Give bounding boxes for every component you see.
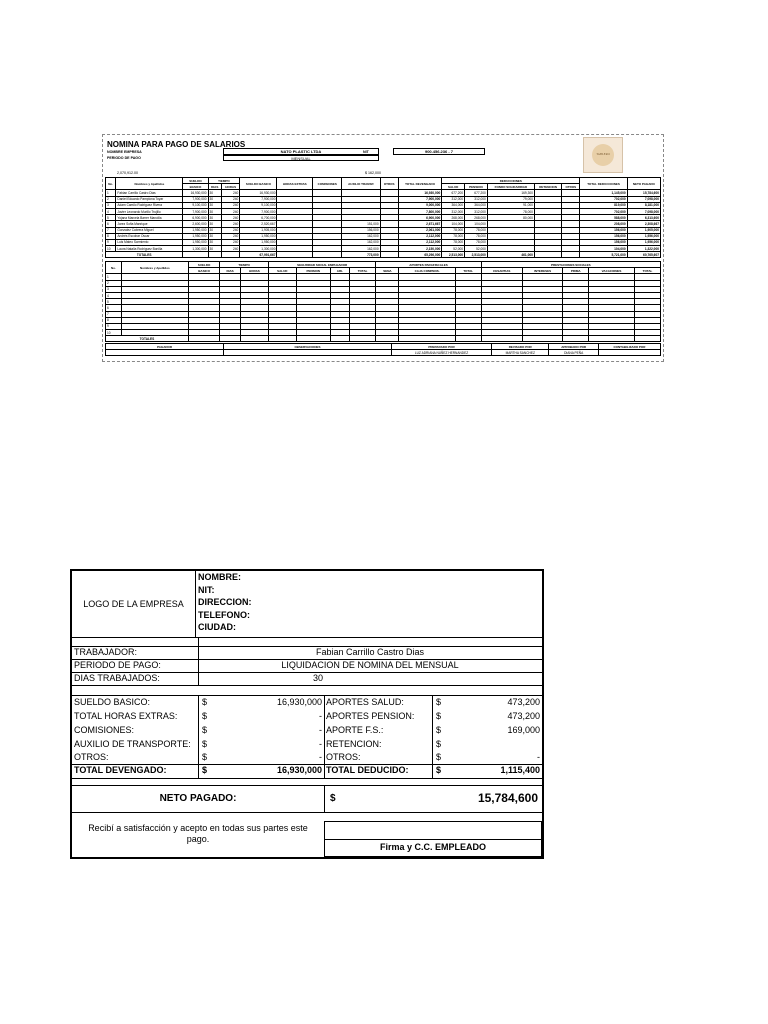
cell-dev: 16,930,000: [398, 190, 442, 196]
aporte-salud-value: 473,200: [507, 697, 540, 707]
cell-name: Yojana Marcela Barrer Mancilla: [116, 215, 183, 221]
otros-ded-label: OTROS:: [326, 752, 361, 762]
col-neto: NETO PAGADO: [627, 178, 660, 190]
col-aportes: APORTES PARAFISCALES: [376, 262, 481, 268]
cell-name: Andrés Escobar Oscar: [116, 233, 183, 239]
cell-horas: 240: [222, 233, 240, 239]
cell-basico: 1,300,000: [183, 246, 208, 252]
salud-currency: $: [436, 697, 442, 707]
cell-pension: 78,000: [465, 239, 488, 245]
horas-extras-label: TOTAL HORAS EXTRAS:: [74, 711, 178, 721]
cell-pension: 104,000: [465, 221, 488, 227]
firma-aprobado: APROBADO POR: [549, 344, 598, 350]
aporte-fs-label: APORTE F.S.:: [326, 725, 384, 735]
cell-neto: 6,313,600: [627, 215, 660, 221]
comisiones-label: COMISIONES:: [74, 725, 135, 735]
col-otros: OTROS: [380, 178, 398, 190]
cell-name: Gonzalez Cabrera Miguel: [116, 227, 183, 233]
total-neto: 60,765,607: [627, 252, 660, 258]
cell-name: Daniel Eduardo Pamplona Toyar: [116, 196, 183, 202]
cell-horas: 240: [222, 196, 240, 202]
retencion-label: RETENCION:: [326, 739, 382, 749]
totales-label: TOTALES: [106, 252, 183, 258]
total-deducido-label: TOTAL DEDUCIDO:: [326, 765, 409, 775]
cell-sb: 7,900,000: [240, 208, 277, 214]
cell-aux: 156,000: [342, 227, 380, 233]
nit-value: 900.456.236 - 7: [393, 148, 485, 155]
col-b-prima: PRIMA: [563, 268, 589, 274]
otros-dev-currency: $: [202, 752, 208, 762]
col-horas: HORAS: [222, 184, 240, 190]
cell-aux: 162,000: [342, 233, 380, 239]
auxilio-currency: $: [202, 739, 208, 749]
cell-basico: 2,600,000: [183, 221, 208, 227]
col-pension: PENSION: [465, 184, 488, 190]
cell-dias: 30: [208, 196, 221, 202]
cell-horas: 240: [222, 215, 240, 221]
cell-ded: 208,000: [580, 221, 627, 227]
otros-ded-value: -: [537, 752, 540, 762]
cell-ded: 1,145,000: [580, 190, 627, 196]
cell-basico: 1,950,000: [183, 239, 208, 245]
cell-name: Javier Leonardo Murillo Trujillo: [116, 208, 183, 214]
nit-label: NIT: [363, 150, 369, 154]
col-b-total2: TOTAL: [455, 268, 481, 274]
col-b-caja: CAJA COMPENS.: [399, 268, 455, 274]
col-b-total: TOTAL: [349, 268, 376, 274]
cell-ded: 702,000: [580, 196, 627, 202]
cell-aux: 162,000: [342, 239, 380, 245]
retencion-currency: $: [436, 739, 442, 749]
periodo-pago-value: LIQUIDACION DE NOMINA DEL MENSUAL: [281, 660, 459, 670]
cell-basico: 7,900,000: [183, 208, 208, 214]
cell-salud: 104,000: [442, 221, 465, 227]
cell-basico: 16,930,000: [183, 190, 208, 196]
neto-pagado-value: 15,784,600: [477, 791, 538, 805]
cell-n: 8: [106, 233, 116, 239]
auxilio-transporte-value: -: [319, 739, 322, 749]
col-horas-extras: HORAS EXTRAS: [277, 178, 313, 190]
cell-dev: 2,112,000: [398, 233, 442, 239]
cell-dev: 7,900,000: [398, 196, 442, 202]
cell-salud: 78,000: [442, 233, 465, 239]
company-logo: [583, 137, 623, 173]
total-pension: 2,513,000: [465, 252, 488, 258]
col-prestaciones: PRESTACIONES SOCIALES: [481, 262, 660, 268]
col-salud: SALUD: [442, 184, 465, 190]
cell-n: 3: [106, 286, 122, 292]
trabajador-label: TRABAJADOR:: [74, 647, 138, 657]
cell-salud: 268,000: [442, 215, 465, 221]
cell-n: 8: [106, 317, 122, 323]
cell-salud: 364,000: [442, 202, 465, 208]
cell-salud: 677,200: [442, 190, 465, 196]
recibi-text: Recibí a satisfacción y acepto en todas sus partes este pago.: [88, 823, 308, 844]
total-dev-currency: $: [202, 765, 208, 775]
cell-pension: 364,000: [465, 202, 488, 208]
totales-label-2: TOTALES: [106, 336, 189, 342]
cell-pension: 78,000: [465, 233, 488, 239]
cell-neto: 2,308,667: [627, 221, 660, 227]
total-ded-currency: $: [436, 765, 442, 775]
extras-currency: $: [202, 711, 208, 721]
firma-contabilizado: CONTABILIZADO POR: [598, 344, 660, 350]
total-deducido-value: 1,115,400: [500, 765, 540, 775]
cell-sb: 6,700,000: [240, 215, 277, 221]
cell-n: 5: [106, 299, 122, 305]
col-retencion: RETENCION: [534, 184, 561, 190]
col-auxilio: AUXILIO TRANSP.: [342, 178, 380, 190]
cell-pension: 268,000: [465, 215, 488, 221]
col-comisiones: COMISIONES: [313, 178, 342, 190]
cell-name: Luis Mateo Sarmiento: [116, 239, 183, 245]
col-tiempo-2: TIEMPO: [220, 262, 269, 268]
col-b-sena: SENA: [376, 268, 399, 274]
sueldo-basico-label: SUELDO BASICO:: [74, 697, 151, 707]
col-sueldo-2: SUELDO: [188, 262, 219, 268]
cell-dev: 2,112,000: [398, 239, 442, 245]
payslip-logo: LOGO DE LA EMPRESA: [72, 571, 196, 637]
cell-n: 2: [106, 280, 122, 286]
cell-sb: 9,100,000: [240, 202, 277, 208]
cell-dias: 30: [208, 202, 221, 208]
cell-dias: 30: [208, 233, 221, 239]
col-sueldo-basico: SUELDO BASICO: [240, 178, 277, 190]
company-ciudad-label: CIUDAD:: [198, 622, 236, 632]
cell-n: 4: [106, 208, 116, 214]
cell-sb: 1,950,000: [240, 233, 277, 239]
neto-pagado-label: NETO PAGADO:: [159, 793, 237, 804]
cell-n: 6: [106, 305, 122, 311]
cell-n: 9: [106, 239, 116, 245]
auxilio-transporte-label: AUXILIO DE TRANSPORTE:: [74, 739, 191, 749]
cell-horas: 240: [222, 227, 240, 233]
cell-dev: 6,900,000: [398, 215, 442, 221]
cell-neto: 1,956,000: [627, 239, 660, 245]
col-no: No.: [106, 178, 116, 190]
cell-fondo: 78,000: [487, 208, 534, 214]
periodo-value: MENSUAL: [223, 155, 379, 161]
cell-salud: 312,000: [442, 208, 465, 214]
cell-name: Fabian Carrillo Castro Dias: [116, 190, 183, 196]
cell-sb: 1,950,000: [240, 239, 277, 245]
col-b-vacaciones: VACACIONES: [588, 268, 634, 274]
cell-dev: 2,061,000: [398, 227, 442, 233]
cell-salud: 312,000: [442, 196, 465, 202]
cell-n: 3: [106, 202, 116, 208]
cell-horas: 240: [222, 221, 240, 227]
aporte-salud-label: APORTES SALUD:: [326, 697, 404, 707]
cell-n: 7: [106, 311, 122, 317]
periodo-label: PERIODO DE PAGO: [107, 156, 141, 160]
otros-ded-currency: $: [436, 752, 442, 762]
cell-dev: 2,671,667: [398, 221, 442, 227]
col-dias: DIAS: [208, 184, 221, 190]
col-basico-2: BASICO: [188, 268, 219, 274]
cell-neto: 8,181,000: [627, 202, 660, 208]
col-fondo: FONDO SOLIDARIDAD: [487, 184, 534, 190]
dias-trabajados-label: DIAS TRABAJADOS:: [74, 673, 160, 683]
firma-aprobado-name: DIANA PEÑA: [549, 350, 598, 356]
cell-neto: 15,784,600: [627, 190, 660, 196]
cell-n: 1: [106, 274, 122, 280]
total-deducciones: 5,721,000: [580, 252, 627, 258]
cell-neto: 7,098,000: [627, 196, 660, 202]
total-sueldo-basico: 67,991,667: [240, 252, 277, 258]
total-devengado-value: 16,930,000: [276, 765, 322, 775]
cell-horas: 240: [222, 202, 240, 208]
cell-neto: 7,098,000: [627, 208, 660, 214]
cell-neto: 1,322,000: [627, 246, 660, 252]
periodo-pago-label: PERIODO DE PAGO:: [74, 660, 161, 670]
cell-aux: 162,000: [342, 246, 380, 252]
col-total-devengado: TOTAL DEVENGADO: [398, 178, 442, 190]
cell-n: 7: [106, 227, 116, 233]
smmlv-value: 2,070,912.00: [117, 171, 138, 175]
cell-fondo: 169,300: [487, 190, 534, 196]
cell-dias: 30: [208, 190, 221, 196]
cell-n: 1: [106, 190, 116, 196]
cell-n: 6: [106, 221, 116, 227]
cell-dev: 2,150,000: [398, 246, 442, 252]
empresa-value: NATO PLASTIC LTDA: [223, 148, 379, 155]
cell-ded: 156,000: [580, 233, 627, 239]
cell-n: 4: [106, 292, 122, 298]
employer-table: [105, 261, 661, 342]
cell-n: 5: [106, 215, 116, 221]
payroll-table: [105, 177, 661, 258]
sueldo-basico-value: 16,930,000: [276, 697, 322, 707]
dias-trabajados-value: 30: [312, 673, 323, 683]
cell-fondo: 80,000: [487, 215, 534, 221]
cell-sb: 2,520,667: [240, 221, 277, 227]
col-no-2: No.: [106, 262, 122, 274]
firma-revisado: REVISADO POR: [492, 344, 549, 350]
cell-basico: 7,900,000: [183, 196, 208, 202]
cell-aux: 151,000: [342, 221, 380, 227]
col-b-salud: SALUD: [268, 268, 296, 274]
company-nombre-label: NOMBRE:: [198, 572, 241, 582]
cell-fondo: 91,000: [487, 202, 534, 208]
cell-basico: 1,950,000: [183, 233, 208, 239]
cell-pension: 52,000: [465, 246, 488, 252]
cell-sb: 1,905,000: [240, 227, 277, 233]
col-nombres-2: Nombres y Apellidos: [121, 262, 188, 274]
col-total-deducciones: TOTAL DEDUCCIONES: [580, 178, 627, 190]
cell-dev: 9,000,000: [398, 202, 442, 208]
cell-n: 10: [106, 246, 116, 252]
neto-currency: $: [330, 793, 336, 804]
cell-name: Adam Camilo Rodriguez Rivera: [116, 202, 183, 208]
cell-neto: 1,905,000: [627, 227, 660, 233]
col-horas-2: HORAS: [240, 268, 268, 274]
col-nombres: Nombres y Apellidos: [116, 178, 183, 190]
col-tiempo: TIEMPO: [208, 178, 240, 184]
cell-dias: 30: [208, 239, 221, 245]
cell-n: 9: [106, 323, 122, 329]
total-devengado: 65,296,000: [398, 252, 442, 258]
pension-currency: $: [436, 711, 442, 721]
cell-dias: 30: [208, 221, 221, 227]
firma-pagador: PAGADOR: [106, 344, 224, 350]
cell-salud: 78,000: [442, 227, 465, 233]
comisiones-value: -: [319, 725, 322, 735]
col-otros-ded: OTROS: [562, 184, 580, 190]
cell-pension: 78,000: [465, 227, 488, 233]
company-nit-label: NIT:: [198, 584, 215, 595]
aux-transporte-value: $ 162,000: [365, 171, 381, 175]
logo-text: TABLERO: [596, 152, 610, 156]
cell-basico: 6,900,000: [183, 215, 208, 221]
total-fondo: 461,000: [487, 252, 534, 258]
horas-extras-value: -: [319, 711, 322, 721]
cell-neto: 1,956,000: [627, 233, 660, 239]
cell-pension: 677,200: [465, 190, 488, 196]
aporte-pension-value: 473,200: [507, 711, 540, 721]
col-b-pension: PENSION: [296, 268, 330, 274]
col-seguridad: SEGURIDAD SOCIAL EMPLEADOR: [268, 262, 376, 268]
cell-ded: 104,000: [580, 246, 627, 252]
sheet-title: NOMINA PARA PAGO DE SALARIOS: [107, 140, 246, 149]
col-b-cesantias: CESANTIAS: [481, 268, 522, 274]
total-auxilio: 773,000: [342, 252, 380, 258]
payroll-sheet: [102, 134, 664, 362]
cell-dias: 30: [208, 227, 221, 233]
cell-n: 10: [106, 330, 122, 336]
cell-salud: 52,000: [442, 246, 465, 252]
cell-n: 2: [106, 196, 116, 202]
cell-ded: 702,000: [580, 208, 627, 214]
cell-sb: 1,300,000: [240, 246, 277, 252]
col-basico: BASICO: [183, 184, 208, 190]
trabajador-value: Fabian Carrillo Castro Dias: [315, 647, 425, 657]
payslip: [70, 569, 544, 859]
comisiones-currency: $: [202, 725, 208, 735]
otros-dev-value: -: [319, 752, 322, 762]
cell-name: Laura Natalia Rodriguez Bonilla: [116, 246, 183, 252]
col-b-total3: TOTAL: [635, 268, 661, 274]
cell-dias: 30: [208, 215, 221, 221]
cell-horas: 240: [222, 190, 240, 196]
firma-revisado-name: MARTHA SANCHEZ: [492, 350, 549, 356]
col-b-arl: ARL: [330, 268, 349, 274]
cell-dias: 30: [208, 208, 221, 214]
cell-sb: 16,930,000: [240, 190, 277, 196]
company-direccion-label: DIRECCION:: [198, 597, 252, 607]
col-dias-2: DIAS: [220, 268, 241, 274]
col-sueldo: SUELDO: [183, 178, 208, 184]
company-info: [196, 571, 544, 637]
cell-ded: 819,000: [580, 202, 627, 208]
empresa-label: NOMBRE EMPRESA: [107, 150, 142, 154]
cell-dias: 30: [208, 246, 221, 252]
firma-preparado-name: LUZ ADRIANA NUÑEZ HERNANDEZ: [392, 350, 492, 356]
cell-fondo: 79,000: [487, 196, 534, 202]
cell-pension: 312,000: [465, 196, 488, 202]
cell-ded: 156,000: [580, 227, 627, 233]
signatures-table: [105, 343, 661, 356]
sueldo-currency: $: [202, 697, 208, 707]
cell-horas: 240: [222, 246, 240, 252]
cell-sb: 7,900,000: [240, 196, 277, 202]
aporte-pension-label: APORTES PENSION:: [326, 711, 415, 721]
otros-dev-label: OTROS:: [74, 752, 109, 762]
cell-ded: 156,000: [580, 239, 627, 245]
firma-preparado: PREPARADO POR: [392, 344, 492, 350]
firma-empleado: Firma y C.C. EMPLEADO: [379, 842, 487, 852]
cell-salud: 78,000: [442, 239, 465, 245]
fs-currency: $: [436, 725, 442, 735]
cell-name: Jarez Sofia Manrique: [116, 221, 183, 227]
aporte-fs-value: 169,000: [507, 725, 540, 735]
cell-ded: 588,000: [580, 215, 627, 221]
col-b-intereses: INTERESES: [522, 268, 563, 274]
company-telefono-label: TELEFONO:: [198, 609, 250, 620]
cell-horas: 240: [222, 208, 240, 214]
total-salud: 2,513,000: [442, 252, 465, 258]
cell-pension: 312,000: [465, 208, 488, 214]
cell-basico: 1,950,000: [183, 227, 208, 233]
col-deducciones: DEDUCCIONES: [442, 178, 580, 184]
total-devengado-label: TOTAL DEVENGADO:: [74, 765, 167, 775]
cell-horas: 240: [222, 239, 240, 245]
cell-basico: 9,100,000: [183, 202, 208, 208]
cell-dev: 7,800,000: [398, 208, 442, 214]
firma-observaciones: OBSERVACIONES: [224, 344, 392, 350]
